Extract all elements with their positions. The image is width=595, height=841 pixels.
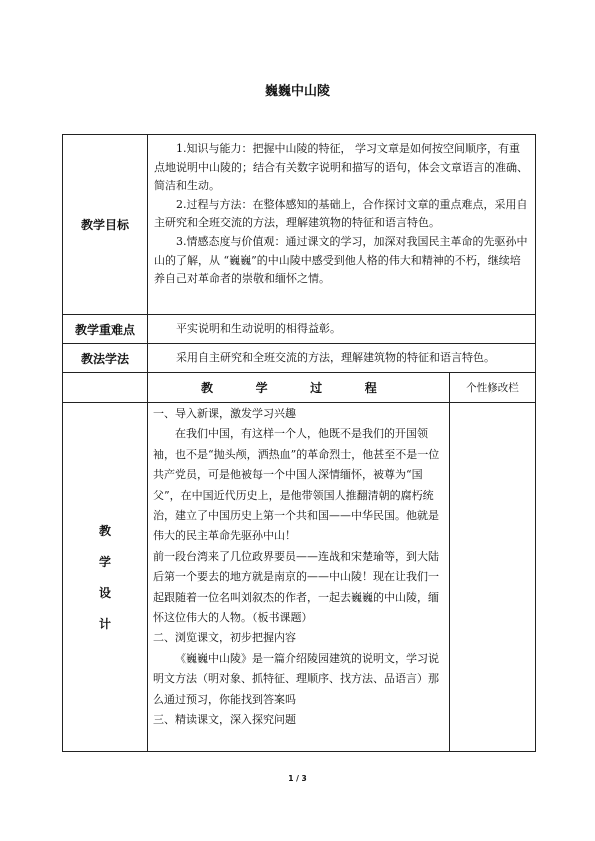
page-number: 1 / 3: [288, 774, 307, 783]
design-label-char: 计: [98, 617, 111, 631]
design-paragraph: 在我们中国，有这样一个人，他既不是我们的开国领袖，也不是“抛头颅，洒热血”的革命烈士，他甚至不是一位共产党员，可是他被每一个中国人深情缅怀，被尊为“国父”，在中国近代历史上，是他带领国人推翻清朝的腐朽统治，建立了中国历史上第一个共和国——中华民国。他就是伟大的民主革命先驱孙中山！: [153, 427, 440, 543]
design-content: [148, 403, 450, 752]
methods-text: 采用自主研究和全班交流的方法，理解建筑物的特征和语言特色。: [176, 350, 495, 364]
methods-label: 教法学法: [63, 344, 148, 373]
design-heading: 一、导入新课，激发学习兴趣: [153, 407, 296, 420]
key-points-text: 平实说明和生动说明的相得益彰。: [176, 321, 341, 335]
goals-content: [148, 135, 536, 315]
process-header-empty: [63, 373, 148, 403]
design-paragraph: 前一段台湾来了几位政界要员——连战和宋楚瑜等，到大陆后第一个要去的地方就是南京的——中山陵！现在让我们一起跟随着一位名叫刘叙杰的作者，一起去巍巍的中山陵，缅怀这位伟大的人物。（板书课题）: [153, 549, 439, 625]
goals-label: 教学目标: [63, 135, 148, 315]
design-label-char: 教: [98, 524, 111, 538]
design-heading: 二、浏览课文，初步把握内容: [153, 631, 296, 645]
lesson-plan-table: [62, 134, 536, 752]
design-paragraph: 《巍巍中山陵》是一篇介绍陵园建筑的说明文，学习说明文方法（明对象、抓特征、理顺序、找方法、品语言）那么通过预习，你能找到答案吗: [153, 651, 439, 706]
methods-content: [148, 344, 536, 373]
process-header-row: [63, 373, 536, 403]
design-label-char: 学: [98, 555, 111, 569]
key-points-content: [148, 315, 536, 344]
goal-item: 2.过程与方法：在整体感知的基础上，合作探讨文章的重点难点，采用自主研究和全班交流的方法，理解建筑物的特征和语言特色。: [154, 197, 528, 230]
goal-item: 1.知识与能力：把握中山陵的特征， 学习文章是如何按空间顺序，有重点地说明中山陵的；结合有关数字说明和描写的语句，体会文章语言的准确、简洁和生动。: [154, 142, 528, 193]
design-label: [63, 403, 148, 752]
goal-item: 3.情感态度与价值观：通过课文的学习，加深对我国民主革命的先驱孙中山的了解，从 “巍巍”的中山陵中感受到他人格的伟大和精神的不朽，继续培养自己对革命者的崇敬和缅怀之情。: [154, 234, 528, 286]
design-label-char: 设: [98, 586, 111, 600]
key-points-label: 教学重难点: [63, 315, 148, 344]
methods-row: [63, 344, 536, 373]
goals-row: [63, 135, 536, 315]
process-title: 教 学 过 程: [148, 373, 450, 403]
note-column-cell: [450, 403, 536, 752]
note-column-header: 个性修改栏: [450, 373, 536, 403]
document-title: 巍巍中山陵: [264, 84, 330, 99]
design-heading: 三、精读课文，深入探究问题: [153, 713, 296, 727]
key-points-row: [63, 315, 536, 344]
design-row: [63, 403, 536, 752]
